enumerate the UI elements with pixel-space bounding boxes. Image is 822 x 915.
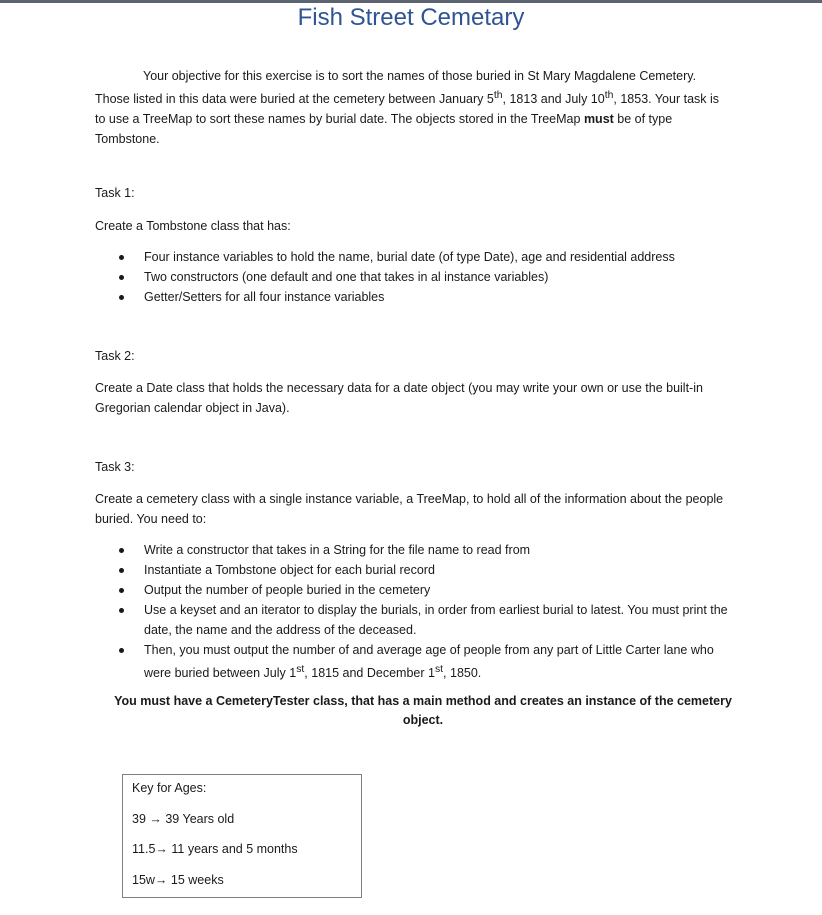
list-item: Output the number of people buried in the cemetery	[95, 580, 735, 600]
top-border	[0, 0, 822, 3]
task3-bullet-list	[95, 540, 735, 683]
list-item: Use a keyset and an iterator to display the burials, in order from earliest burial to latest. You must print the date, the name and the address of the deceased.	[95, 600, 735, 640]
list-item: Instantiate a Tombstone object for each burial record	[95, 560, 735, 580]
tester-class-note: You must have a CemeteryTester class, that has a main method and creates an instance of the cemetery object.	[114, 694, 732, 727]
list-item: Four instance variables to hold the name, burial date (of type Date), age and residential address	[95, 247, 735, 267]
task2-text: Create a Date class that holds the necessary data for a date object (you may write your own or use the built-in Gregorian calendar object in Java).	[95, 381, 703, 415]
document-title: Fish Street Cemetary	[297, 4, 525, 31]
task3-heading: Task 3:	[95, 460, 135, 474]
age-key-row: 11.5→ 11 years and 5 months	[132, 842, 298, 856]
age-key-row: 15w→ 15 weeks	[132, 873, 224, 887]
age-key-heading: Key for Ages:	[132, 781, 207, 795]
list-item: Then, you must output the number of and average age of people from any part of Little Carter lane who were buried between July 1st, 1815 and December 1st, 1850.	[95, 640, 735, 683]
task1-bullet-list	[95, 247, 735, 307]
list-item: Two constructors (one default and one that takes in al instance variables)	[95, 267, 735, 287]
intro-paragraph: Your objective for this exercise is to sort the names of those buried in St Mary Magdalene Cemetery. Those listed in this data were buried at the cemetery between January 5th, 1813 and July 10th, 1853. Your task is to use a TreeMap to sort these names by burial date. The objects stored in the TreeMap must be of type Tombstone.	[95, 69, 720, 147]
task3-lead: Create a cemetery class with a single instance variable, a TreeMap, to hold all of the information about the people buried. You need to:	[95, 492, 724, 526]
age-key-row: 39 → 39 Years old	[132, 812, 235, 826]
age-key-box	[122, 774, 362, 898]
task1-heading: Task 1:	[95, 186, 135, 200]
task1-lead: Create a Tombstone class that has:	[95, 219, 291, 233]
task2-heading: Task 2:	[95, 349, 135, 363]
list-item: Getter/Setters for all four instance variables	[95, 287, 735, 307]
list-item: Write a constructor that takes in a String for the file name to read from	[95, 540, 735, 560]
